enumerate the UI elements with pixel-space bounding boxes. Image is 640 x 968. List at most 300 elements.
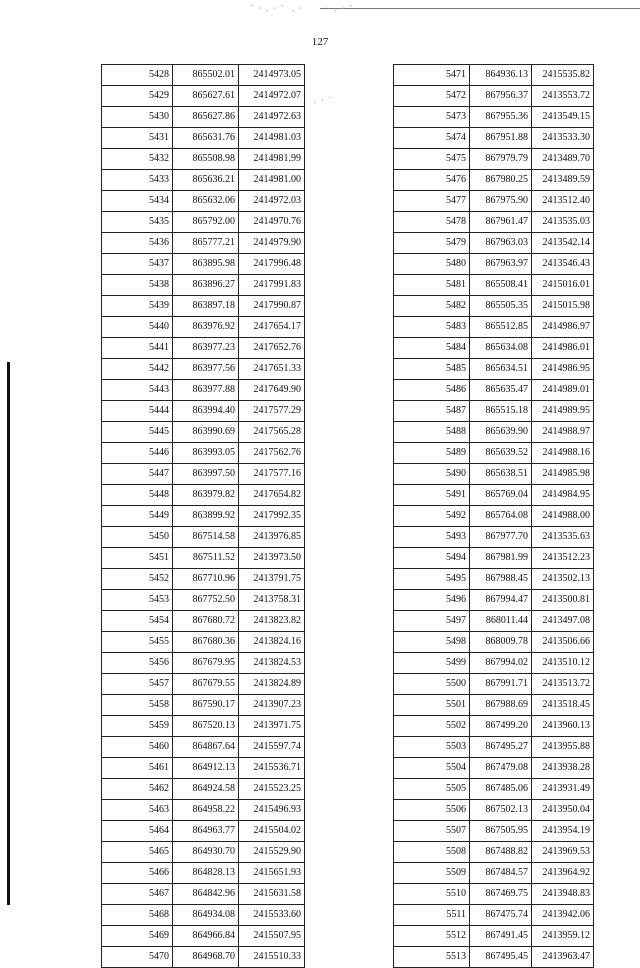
x-coordinate-cell: 863994.40 <box>173 401 239 422</box>
y-coordinate-cell: 2413546.43 <box>532 254 594 275</box>
table-row <box>102 485 305 506</box>
point-number-cell: 5488 <box>394 422 470 443</box>
y-coordinate-cell: 2413824.16 <box>239 632 305 653</box>
x-coordinate-cell: 868011.44 <box>470 611 532 632</box>
point-number-cell: 5502 <box>394 716 470 737</box>
table-row <box>394 338 594 359</box>
y-coordinate-cell: 2415597.74 <box>239 737 305 758</box>
y-coordinate-cell: 2415496.93 <box>239 800 305 821</box>
table-row <box>394 695 594 716</box>
x-coordinate-cell: 864912.13 <box>173 758 239 779</box>
y-coordinate-cell: 2417654.82 <box>239 485 305 506</box>
y-coordinate-cell: 2414988.00 <box>532 506 594 527</box>
x-coordinate-cell: 865634.51 <box>470 359 532 380</box>
table-row <box>102 191 305 212</box>
point-number-cell: 5463 <box>102 800 173 821</box>
y-coordinate-cell: 2414981.03 <box>239 128 305 149</box>
point-number-cell: 5441 <box>102 338 173 359</box>
point-number-cell: 5481 <box>394 275 470 296</box>
x-coordinate-cell: 865636.21 <box>173 170 239 191</box>
point-number-cell: 5500 <box>394 674 470 695</box>
x-coordinate-cell: 863977.88 <box>173 380 239 401</box>
y-coordinate-cell: 2414972.07 <box>239 86 305 107</box>
point-number-cell: 5457 <box>102 674 173 695</box>
y-coordinate-cell: 2417577.16 <box>239 464 305 485</box>
top-scan-rule <box>320 8 640 9</box>
y-coordinate-cell: 2414981.99 <box>239 149 305 170</box>
table-row <box>394 800 594 821</box>
x-coordinate-cell: 867590.17 <box>173 695 239 716</box>
table-row <box>102 233 305 254</box>
x-coordinate-cell: 863977.23 <box>173 338 239 359</box>
y-coordinate-cell: 2414979.90 <box>239 233 305 254</box>
point-number-cell: 5513 <box>394 947 470 968</box>
y-coordinate-cell: 2413931.49 <box>532 779 594 800</box>
y-coordinate-cell: 2414986.97 <box>532 317 594 338</box>
scan-smudge: ⠄⠂⠁ <box>313 96 336 106</box>
point-number-cell: 5501 <box>394 695 470 716</box>
x-coordinate-cell: 867679.95 <box>173 653 239 674</box>
x-coordinate-cell: 864842.96 <box>173 884 239 905</box>
x-coordinate-cell: 865627.61 <box>173 86 239 107</box>
y-coordinate-cell: 2413513.72 <box>532 674 594 695</box>
point-number-cell: 5473 <box>394 107 470 128</box>
table-row <box>394 149 594 170</box>
x-coordinate-cell: 863899.92 <box>173 506 239 527</box>
x-coordinate-cell: 867710.96 <box>173 569 239 590</box>
table-row <box>102 86 305 107</box>
table-row <box>102 611 305 632</box>
point-number-cell: 5431 <box>102 128 173 149</box>
x-coordinate-cell: 867988.69 <box>470 695 532 716</box>
table-row <box>394 653 594 674</box>
point-number-cell: 5511 <box>394 905 470 926</box>
x-coordinate-cell: 865631.76 <box>173 128 239 149</box>
table-row <box>102 380 305 401</box>
y-coordinate-cell: 2414981.00 <box>239 170 305 191</box>
point-number-cell: 5433 <box>102 170 173 191</box>
x-coordinate-cell: 867961.47 <box>470 212 532 233</box>
y-coordinate-cell: 2415523.25 <box>239 779 305 800</box>
y-coordinate-cell: 2414986.01 <box>532 338 594 359</box>
y-coordinate-cell: 2413948.83 <box>532 884 594 905</box>
table-row <box>394 254 594 275</box>
y-coordinate-cell: 2413510.12 <box>532 653 594 674</box>
x-coordinate-cell: 864930.70 <box>173 842 239 863</box>
y-coordinate-cell: 2414985.98 <box>532 464 594 485</box>
point-number-cell: 5489 <box>394 443 470 464</box>
x-coordinate-cell: 863896.27 <box>173 275 239 296</box>
y-coordinate-cell: 2414973.05 <box>239 65 305 86</box>
point-number-cell: 5450 <box>102 527 173 548</box>
table-row <box>394 275 594 296</box>
x-coordinate-cell: 865792.00 <box>173 212 239 233</box>
y-coordinate-cell: 2413500.81 <box>532 590 594 611</box>
y-coordinate-cell: 2417577.29 <box>239 401 305 422</box>
point-number-cell: 5487 <box>394 401 470 422</box>
point-number-cell: 5506 <box>394 800 470 821</box>
y-coordinate-cell: 2415536.71 <box>239 758 305 779</box>
y-coordinate-cell: 2414989.95 <box>532 401 594 422</box>
point-number-cell: 5475 <box>394 149 470 170</box>
y-coordinate-cell: 2415504.02 <box>239 821 305 842</box>
point-number-cell: 5470 <box>102 947 173 968</box>
y-coordinate-cell: 2414989.01 <box>532 380 594 401</box>
table-row <box>394 590 594 611</box>
point-number-cell: 5484 <box>394 338 470 359</box>
point-number-cell: 5486 <box>394 380 470 401</box>
table-row <box>394 128 594 149</box>
point-number-cell: 5508 <box>394 842 470 863</box>
table-row <box>394 464 594 485</box>
x-coordinate-cell: 867514.58 <box>173 527 239 548</box>
y-coordinate-cell: 2413942.06 <box>532 905 594 926</box>
point-number-cell: 5462 <box>102 779 173 800</box>
table-row <box>102 632 305 653</box>
coordinates-table-right <box>393 64 594 968</box>
x-coordinate-cell: 867991.71 <box>470 674 532 695</box>
y-coordinate-cell: 2413553.72 <box>532 86 594 107</box>
table-row <box>394 884 594 905</box>
table-row <box>394 569 594 590</box>
table-row <box>394 380 594 401</box>
y-coordinate-cell: 2413533.30 <box>532 128 594 149</box>
x-coordinate-cell: 868009.78 <box>470 632 532 653</box>
x-coordinate-cell: 864828.13 <box>173 863 239 884</box>
table-row <box>394 170 594 191</box>
x-coordinate-cell: 867502.13 <box>470 800 532 821</box>
point-number-cell: 5459 <box>102 716 173 737</box>
table-row <box>102 128 305 149</box>
table-row <box>394 947 594 968</box>
table-row <box>394 905 594 926</box>
x-coordinate-cell: 867499.20 <box>470 716 532 737</box>
table-row <box>102 821 305 842</box>
y-coordinate-cell: 2413518.45 <box>532 695 594 716</box>
x-coordinate-cell: 867955.36 <box>470 107 532 128</box>
point-number-cell: 5440 <box>102 317 173 338</box>
point-number-cell: 5428 <box>102 65 173 86</box>
y-coordinate-cell: 2415016.01 <box>532 275 594 296</box>
point-number-cell: 5439 <box>102 296 173 317</box>
x-coordinate-cell: 867752.50 <box>173 590 239 611</box>
x-coordinate-cell: 865505.35 <box>470 296 532 317</box>
y-coordinate-cell: 2413824.89 <box>239 674 305 695</box>
table-row <box>394 632 594 653</box>
table-row <box>394 863 594 884</box>
coordinates-table-left <box>101 64 305 968</box>
x-coordinate-cell: 867511.52 <box>173 548 239 569</box>
table-row <box>102 212 305 233</box>
x-coordinate-cell: 863990.69 <box>173 422 239 443</box>
point-number-cell: 5432 <box>102 149 173 170</box>
x-coordinate-cell: 863976.92 <box>173 317 239 338</box>
table-row <box>102 170 305 191</box>
table-row <box>102 947 305 968</box>
table-row <box>394 758 594 779</box>
table-row <box>102 149 305 170</box>
scan-edge-bar <box>7 362 10 905</box>
x-coordinate-cell: 867679.55 <box>173 674 239 695</box>
x-coordinate-cell: 865627.86 <box>173 107 239 128</box>
y-coordinate-cell: 2415015.98 <box>532 296 594 317</box>
y-coordinate-cell: 2414984.95 <box>532 485 594 506</box>
point-number-cell: 5464 <box>102 821 173 842</box>
x-coordinate-cell: 867505.95 <box>470 821 532 842</box>
y-coordinate-cell: 2413535.03 <box>532 212 594 233</box>
y-coordinate-cell: 2413963.47 <box>532 947 594 968</box>
table-row <box>102 506 305 527</box>
point-number-cell: 5436 <box>102 233 173 254</box>
point-number-cell: 5469 <box>102 926 173 947</box>
y-coordinate-cell: 2413535.63 <box>532 527 594 548</box>
point-number-cell: 5483 <box>394 317 470 338</box>
table-row <box>394 611 594 632</box>
y-coordinate-cell: 2413791.75 <box>239 569 305 590</box>
point-number-cell: 5437 <box>102 254 173 275</box>
table-row <box>102 275 305 296</box>
y-coordinate-cell: 2413489.70 <box>532 149 594 170</box>
table-row <box>102 443 305 464</box>
point-number-cell: 5485 <box>394 359 470 380</box>
point-number-cell: 5448 <box>102 485 173 506</box>
y-coordinate-cell: 2413489.59 <box>532 170 594 191</box>
y-coordinate-cell: 2415507.95 <box>239 926 305 947</box>
x-coordinate-cell: 865639.52 <box>470 443 532 464</box>
y-coordinate-cell: 2413954.19 <box>532 821 594 842</box>
y-coordinate-cell: 2413955.88 <box>532 737 594 758</box>
table-row <box>394 737 594 758</box>
x-coordinate-cell: 864968.70 <box>173 947 239 968</box>
x-coordinate-cell: 865502.01 <box>173 65 239 86</box>
table-row <box>394 842 594 863</box>
x-coordinate-cell: 867981.99 <box>470 548 532 569</box>
point-number-cell: 5446 <box>102 443 173 464</box>
table-row <box>394 821 594 842</box>
table-row <box>394 926 594 947</box>
table-row <box>394 674 594 695</box>
table-row <box>102 107 305 128</box>
x-coordinate-cell: 865639.90 <box>470 422 532 443</box>
point-number-cell: 5492 <box>394 506 470 527</box>
x-coordinate-cell: 867963.03 <box>470 233 532 254</box>
x-coordinate-cell: 867975.90 <box>470 191 532 212</box>
table-row <box>394 716 594 737</box>
table-row <box>102 548 305 569</box>
y-coordinate-cell: 2417562.76 <box>239 443 305 464</box>
point-number-cell: 5471 <box>394 65 470 86</box>
x-coordinate-cell: 863993.05 <box>173 443 239 464</box>
y-coordinate-cell: 2413960.13 <box>532 716 594 737</box>
x-coordinate-cell: 865515.18 <box>470 401 532 422</box>
x-coordinate-cell: 867956.37 <box>470 86 532 107</box>
table-row <box>102 758 305 779</box>
y-coordinate-cell: 2415533.60 <box>239 905 305 926</box>
y-coordinate-cell: 2413950.04 <box>532 800 594 821</box>
x-coordinate-cell: 864867.64 <box>173 737 239 758</box>
y-coordinate-cell: 2413907.23 <box>239 695 305 716</box>
table-row <box>394 527 594 548</box>
y-coordinate-cell: 2413938.28 <box>532 758 594 779</box>
x-coordinate-cell: 865635.47 <box>470 380 532 401</box>
point-number-cell: 5499 <box>394 653 470 674</box>
table-row <box>102 254 305 275</box>
y-coordinate-cell: 2413824.53 <box>239 653 305 674</box>
point-number-cell: 5467 <box>102 884 173 905</box>
table-row <box>394 107 594 128</box>
point-number-cell: 5454 <box>102 611 173 632</box>
point-number-cell: 5479 <box>394 233 470 254</box>
y-coordinate-cell: 2417996.48 <box>239 254 305 275</box>
y-coordinate-cell: 2413512.23 <box>532 548 594 569</box>
table-row <box>394 212 594 233</box>
y-coordinate-cell: 2415651.93 <box>239 863 305 884</box>
table-row <box>102 317 305 338</box>
point-number-cell: 5496 <box>394 590 470 611</box>
table-row <box>102 527 305 548</box>
point-number-cell: 5478 <box>394 212 470 233</box>
y-coordinate-cell: 2415535.82 <box>532 65 594 86</box>
point-number-cell: 5505 <box>394 779 470 800</box>
table-row <box>102 359 305 380</box>
y-coordinate-cell: 2417565.28 <box>239 422 305 443</box>
x-coordinate-cell: 865638.51 <box>470 464 532 485</box>
table-row <box>102 464 305 485</box>
y-coordinate-cell: 2417652.76 <box>239 338 305 359</box>
x-coordinate-cell: 863997.50 <box>173 464 239 485</box>
y-coordinate-cell: 2413758.31 <box>239 590 305 611</box>
y-coordinate-cell: 2414986.95 <box>532 359 594 380</box>
y-coordinate-cell: 2414988.16 <box>532 443 594 464</box>
x-coordinate-cell: 867495.27 <box>470 737 532 758</box>
table-row <box>102 338 305 359</box>
point-number-cell: 5482 <box>394 296 470 317</box>
table-row <box>102 401 305 422</box>
scan-smudge: ⠂⠄⠂⠁ <box>326 4 357 14</box>
x-coordinate-cell: 863897.18 <box>173 296 239 317</box>
point-number-cell: 5491 <box>394 485 470 506</box>
y-coordinate-cell: 2413969.53 <box>532 842 594 863</box>
point-number-cell: 5474 <box>394 128 470 149</box>
point-number-cell: 5472 <box>394 86 470 107</box>
table-row <box>102 695 305 716</box>
x-coordinate-cell: 867988.45 <box>470 569 532 590</box>
page-number: 127 <box>311 36 329 48</box>
point-number-cell: 5495 <box>394 569 470 590</box>
x-coordinate-cell: 863979.82 <box>173 485 239 506</box>
point-number-cell: 5498 <box>394 632 470 653</box>
y-coordinate-cell: 2413502.13 <box>532 569 594 590</box>
table-row <box>394 233 594 254</box>
point-number-cell: 5493 <box>394 527 470 548</box>
x-coordinate-cell: 867980.25 <box>470 170 532 191</box>
y-coordinate-cell: 2413976.85 <box>239 527 305 548</box>
y-coordinate-cell: 2413971.75 <box>239 716 305 737</box>
point-number-cell: 5460 <box>102 737 173 758</box>
point-number-cell: 5452 <box>102 569 173 590</box>
x-coordinate-cell: 867484.57 <box>470 863 532 884</box>
x-coordinate-cell: 867475.74 <box>470 905 532 926</box>
x-coordinate-cell: 867520.13 <box>173 716 239 737</box>
x-coordinate-cell: 867963.97 <box>470 254 532 275</box>
y-coordinate-cell: 2413542.14 <box>532 233 594 254</box>
y-coordinate-cell: 2413497.08 <box>532 611 594 632</box>
y-coordinate-cell: 2413512.40 <box>532 191 594 212</box>
x-coordinate-cell: 865512.85 <box>470 317 532 338</box>
table-row <box>394 191 594 212</box>
y-coordinate-cell: 2413964.92 <box>532 863 594 884</box>
y-coordinate-cell: 2417649.90 <box>239 380 305 401</box>
y-coordinate-cell: 2414972.63 <box>239 107 305 128</box>
table-row <box>102 674 305 695</box>
x-coordinate-cell: 865769.04 <box>470 485 532 506</box>
x-coordinate-cell: 865508.98 <box>173 149 239 170</box>
table-row <box>102 926 305 947</box>
table-row <box>102 296 305 317</box>
x-coordinate-cell: 863895.98 <box>173 254 239 275</box>
table-row <box>102 842 305 863</box>
y-coordinate-cell: 2413506.66 <box>532 632 594 653</box>
table-row <box>394 506 594 527</box>
x-coordinate-cell: 865632.06 <box>173 191 239 212</box>
point-number-cell: 5509 <box>394 863 470 884</box>
x-coordinate-cell: 864936.13 <box>470 65 532 86</box>
y-coordinate-cell: 2413973.50 <box>239 548 305 569</box>
x-coordinate-cell: 867469.75 <box>470 884 532 905</box>
y-coordinate-cell: 2417654.17 <box>239 317 305 338</box>
table-row <box>394 422 594 443</box>
point-number-cell: 5447 <box>102 464 173 485</box>
x-coordinate-cell: 867680.36 <box>173 632 239 653</box>
table-row <box>394 443 594 464</box>
x-coordinate-cell: 864963.77 <box>173 821 239 842</box>
x-coordinate-cell: 864924.58 <box>173 779 239 800</box>
point-number-cell: 5510 <box>394 884 470 905</box>
point-number-cell: 5512 <box>394 926 470 947</box>
point-number-cell: 5476 <box>394 170 470 191</box>
point-number-cell: 5480 <box>394 254 470 275</box>
point-number-cell: 5503 <box>394 737 470 758</box>
point-number-cell: 5477 <box>394 191 470 212</box>
x-coordinate-cell: 867485.06 <box>470 779 532 800</box>
x-coordinate-cell: 867495.45 <box>470 947 532 968</box>
scan-smudge: ⠁⠂⠄⠂⠁ ⠄⠂ <box>250 4 307 14</box>
y-coordinate-cell: 2413959.12 <box>532 926 594 947</box>
x-coordinate-cell: 865634.08 <box>470 338 532 359</box>
point-number-cell: 5449 <box>102 506 173 527</box>
y-coordinate-cell: 2417991.83 <box>239 275 305 296</box>
table-row <box>102 569 305 590</box>
x-coordinate-cell: 867491.45 <box>470 926 532 947</box>
point-number-cell: 5465 <box>102 842 173 863</box>
y-coordinate-cell: 2414972.03 <box>239 191 305 212</box>
x-coordinate-cell: 865777.21 <box>173 233 239 254</box>
y-coordinate-cell: 2417651.33 <box>239 359 305 380</box>
x-coordinate-cell: 864934.08 <box>173 905 239 926</box>
table-row <box>394 359 594 380</box>
x-coordinate-cell: 867479.08 <box>470 758 532 779</box>
y-coordinate-cell: 2417990.87 <box>239 296 305 317</box>
x-coordinate-cell: 867994.02 <box>470 653 532 674</box>
y-coordinate-cell: 2413549.15 <box>532 107 594 128</box>
x-coordinate-cell: 865764.08 <box>470 506 532 527</box>
table-row <box>394 86 594 107</box>
point-number-cell: 5444 <box>102 401 173 422</box>
point-number-cell: 5435 <box>102 212 173 233</box>
y-coordinate-cell: 2414988.97 <box>532 422 594 443</box>
point-number-cell: 5453 <box>102 590 173 611</box>
table-row <box>102 422 305 443</box>
